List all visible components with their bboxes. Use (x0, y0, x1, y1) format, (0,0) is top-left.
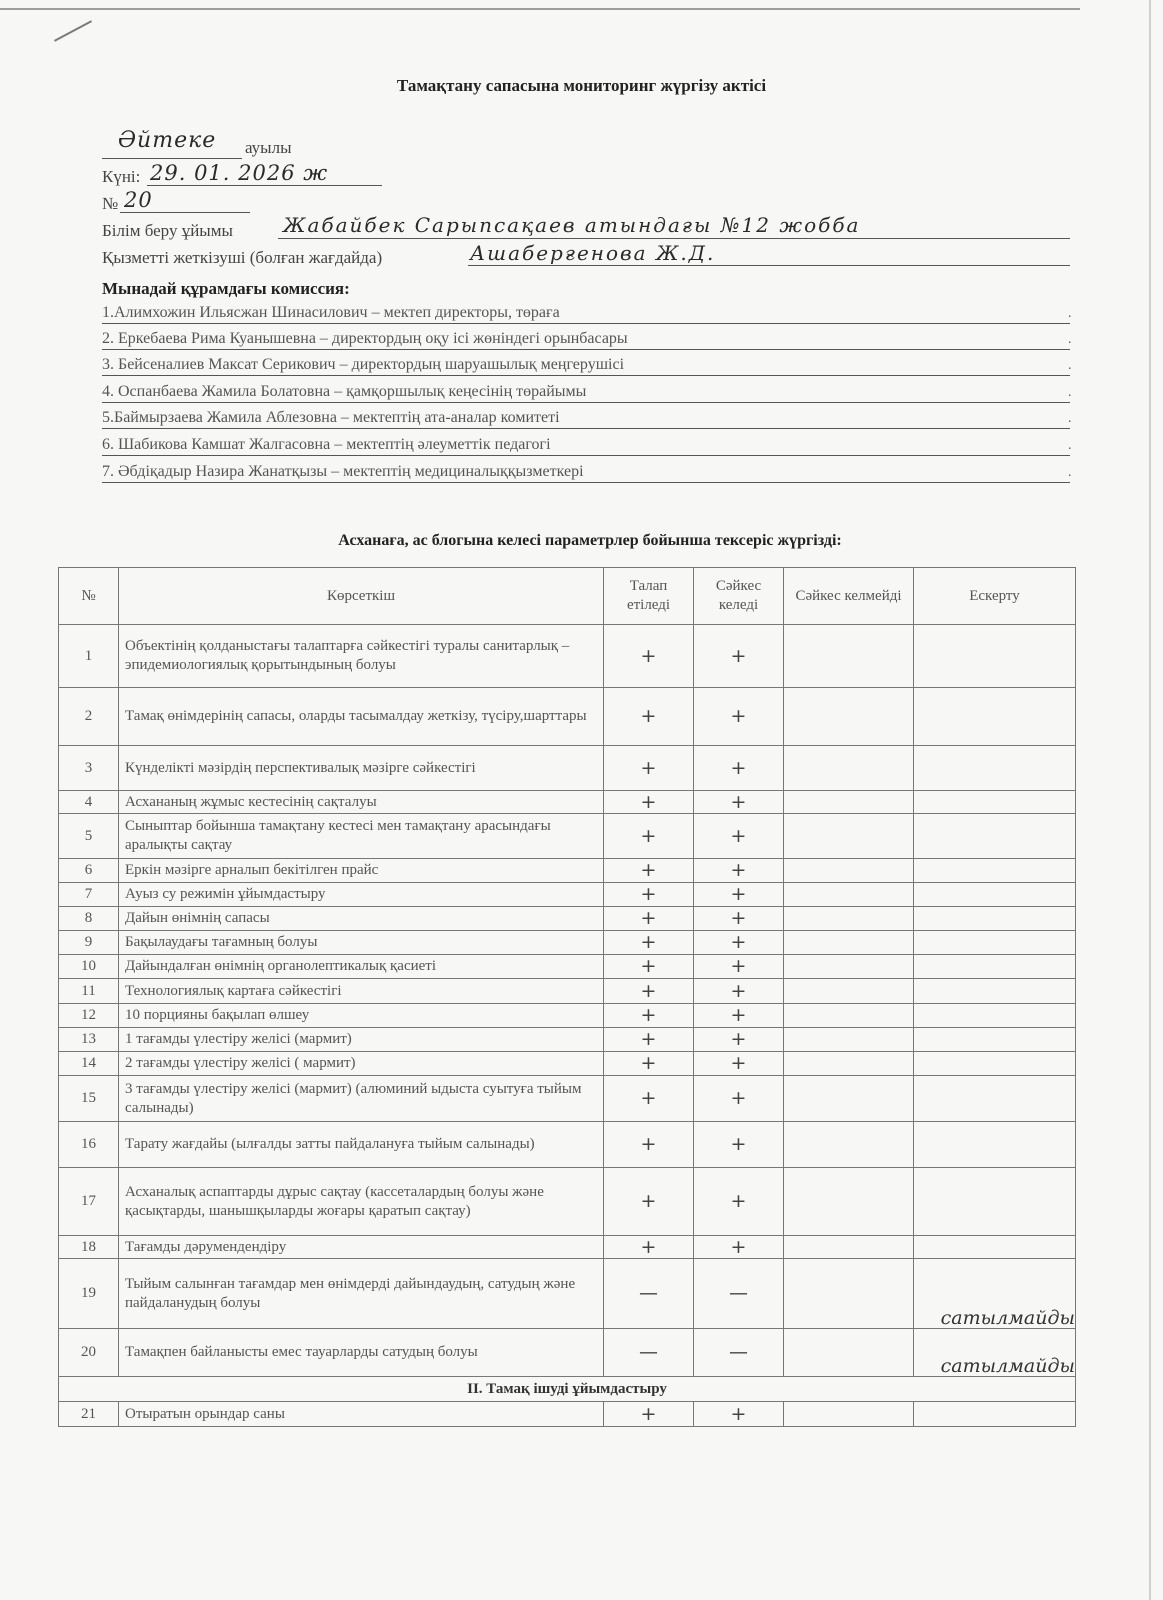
row-note (914, 688, 1076, 746)
row-compliant: + (694, 979, 784, 1004)
table-row (59, 955, 1076, 979)
row-compliant: + (694, 907, 784, 931)
row-note (914, 1236, 1076, 1259)
row-compliant: + (694, 814, 784, 859)
table-row (59, 1402, 1076, 1427)
row-noncompliant (784, 746, 914, 791)
row-num: 7 (59, 883, 119, 907)
village-label: ауылы (245, 138, 292, 157)
row-note (914, 746, 1076, 791)
row-noncompliant (784, 1402, 914, 1427)
commission-member: 3. Бейсеналиев Максат Серикович – директордың шаруашылық меңгерушісі (102, 356, 625, 373)
row-note (914, 955, 1076, 979)
row-num: 8 (59, 907, 119, 931)
row-noncompliant (784, 1122, 914, 1168)
row-note (914, 883, 1076, 907)
row-required: + (604, 1236, 694, 1259)
member-underline (102, 455, 1070, 456)
table-row (59, 746, 1076, 791)
row-indicator: Сыныптар бойынша тамақтану кестесі мен тамақтану арасындағы аралықты сақтау (119, 814, 604, 859)
col-header-compliant: Сәйкес келеді (694, 568, 784, 625)
row-indicator: Объектінің қолданыстағы талаптарға сәйкестігі туралы санитарлық – эпидемиологиялық қорытындының болуы (119, 625, 604, 688)
row-num: 15 (59, 1076, 119, 1122)
row-num: 2 (59, 688, 119, 746)
row-noncompliant (784, 791, 914, 814)
col-header-num: № (59, 568, 119, 625)
table-row (59, 791, 1076, 814)
row-required: + (604, 883, 694, 907)
date-underline (147, 185, 382, 186)
row-note: сатылмайды (914, 1259, 1076, 1329)
row-note (914, 814, 1076, 859)
org-underline (278, 238, 1070, 239)
row-noncompliant (784, 1168, 914, 1236)
row-required: + (604, 746, 694, 791)
col-header-indicator: Көрсеткіш (119, 568, 604, 625)
date-value: 29. 01. 2026 ж (150, 161, 329, 185)
row-num: 19 (59, 1259, 119, 1329)
table-header-row (59, 568, 1076, 625)
member-underline (102, 402, 1070, 403)
row-indicator: Тамақ өнімдерінің сапасы, оларды тасымалдау жеткізу, түсіру,шарттары (119, 688, 604, 746)
row-required: + (604, 1052, 694, 1076)
table-row (59, 979, 1076, 1004)
row-required: + (604, 1168, 694, 1236)
row-compliant: + (694, 931, 784, 955)
row-indicator: Тарату жағдайы (ылғалды затты пайдалануға тыйым салынады) (119, 1122, 604, 1168)
row-compliant: + (694, 1402, 784, 1427)
row-noncompliant (784, 1329, 914, 1377)
row-noncompliant (784, 688, 914, 746)
row-note (914, 859, 1076, 883)
commission-member: 6. Шабикова Камшат Жалгасовна – мектептің әлеуметтік педагогі (102, 436, 551, 453)
row-noncompliant (784, 1004, 914, 1028)
row-noncompliant (784, 1076, 914, 1122)
row-noncompliant (784, 1052, 914, 1076)
row-compliant: + (694, 883, 784, 907)
org-label: Білім беру ұйымы (102, 221, 233, 240)
row-note (914, 1052, 1076, 1076)
commission-member: 7. Әбдіқадыр Назира Жанатқызы – мектептің медициналыққызметкері (102, 463, 584, 480)
row-num: 9 (59, 931, 119, 955)
row-num: 6 (59, 859, 119, 883)
row-required: + (604, 931, 694, 955)
row-indicator: Асханалық аспаптарды дұрыс сақтау (кассеталардың болуы және қасықтарды, шанышқыларды жоғары қаратып сақтау) (119, 1168, 604, 1236)
row-num: 10 (59, 955, 119, 979)
row-compliant: + (694, 1168, 784, 1236)
row-indicator: Технологиялық картаға сәйкестігі (119, 979, 604, 1004)
row-required: + (604, 1122, 694, 1168)
row-required: — (604, 1329, 694, 1377)
section-row (59, 1377, 1076, 1402)
row-note (914, 1004, 1076, 1028)
row-required: + (604, 688, 694, 746)
row-indicator: 1 тағамды үлестіру желісі (мармит) (119, 1028, 604, 1052)
row-num: 21 (59, 1402, 119, 1427)
member-underline (102, 349, 1070, 350)
row-indicator: Асхананың жұмыс кестесінің сақталуы (119, 791, 604, 814)
row-num: 17 (59, 1168, 119, 1236)
commission-member: 2. Еркебаева Рима Куанышевна – директордың оқу ісі жөніндегі орынбасары (102, 330, 628, 347)
date-label: Күні: (102, 167, 141, 186)
table-row (59, 814, 1076, 859)
member-underline (102, 375, 1070, 376)
row-noncompliant (784, 955, 914, 979)
table-row (59, 1259, 1076, 1329)
row-indicator: Бақылаудағы тағамның болуы (119, 931, 604, 955)
row-indicator: 10 порцияны бақылап өлшеу (119, 1004, 604, 1028)
row-num: 5 (59, 814, 119, 859)
table-row (59, 1236, 1076, 1259)
row-indicator: Дайындалған өнімнің органолептикалық қасиеті (119, 955, 604, 979)
row-compliant: + (694, 1076, 784, 1122)
table-row (59, 1329, 1076, 1377)
row-note (914, 979, 1076, 1004)
row-note (914, 1122, 1076, 1168)
row-compliant: + (694, 1122, 784, 1168)
table-row (59, 1076, 1076, 1122)
row-noncompliant (784, 931, 914, 955)
row-note (914, 625, 1076, 688)
row-noncompliant (784, 1259, 914, 1329)
section-title: II. Тамақ ішуді ұйымдастыру (59, 1377, 1076, 1402)
row-required: — (604, 1259, 694, 1329)
row-required: + (604, 907, 694, 931)
table-row (59, 1052, 1076, 1076)
row-indicator: Отыратын орындар саны (119, 1402, 604, 1427)
row-num: 4 (59, 791, 119, 814)
row-compliant: + (694, 746, 784, 791)
row-compliant: + (694, 859, 784, 883)
row-compliant: + (694, 688, 784, 746)
row-compliant: + (694, 1028, 784, 1052)
table-row (59, 625, 1076, 688)
row-indicator: Ауыз су режимін ұйымдастыру (119, 883, 604, 907)
row-num: 1 (59, 625, 119, 688)
table-row (59, 1122, 1076, 1168)
row-indicator: Тағамды дәрумендендіру (119, 1236, 604, 1259)
member-underline (102, 323, 1070, 324)
row-indicator: 2 тағамды үлестіру желісі ( мармит) (119, 1052, 604, 1076)
table-row (59, 688, 1076, 746)
row-required: + (604, 1402, 694, 1427)
document-title: Тамақтану сапасына мониторинг жүргізу актісі (396, 76, 767, 95)
row-noncompliant (784, 625, 914, 688)
row-compliant: + (694, 955, 784, 979)
member-underline (102, 482, 1070, 483)
table-row (59, 1168, 1076, 1236)
row-required: + (604, 979, 694, 1004)
table-row (59, 859, 1076, 883)
row-noncompliant (784, 907, 914, 931)
row-compliant: + (694, 1236, 784, 1259)
row-note (914, 907, 1076, 931)
row-num: 20 (59, 1329, 119, 1377)
row-compliant: + (694, 1052, 784, 1076)
row-note (914, 1168, 1076, 1236)
number-label: № (102, 194, 119, 213)
row-required: + (604, 791, 694, 814)
row-compliant: + (694, 625, 784, 688)
row-note (914, 1076, 1076, 1122)
row-indicator: Тыйым салынған тағамдар мен өнімдерді дайындаудың, сатудың және пайдаланудың болуы (119, 1259, 604, 1329)
row-required: + (604, 625, 694, 688)
number-value: 20 (124, 188, 153, 212)
row-required: + (604, 1028, 694, 1052)
row-num: 12 (59, 1004, 119, 1028)
row-indicator: Күнделікті мәзірдің перспективалық мәзірге сәйкестігі (119, 746, 604, 791)
row-num: 13 (59, 1028, 119, 1052)
commission-member: 1.Алимхожин Ильясжан Шинасилович – мектеп директоры, төраға (102, 304, 560, 321)
col-header-required: Талап етіледі (604, 568, 694, 625)
scan-border-right (1149, 0, 1151, 1600)
table-title: Асханаға, ас блогына келесі параметрлер бойынша тексеріс жүргізді: (338, 532, 842, 549)
row-indicator: Еркін мәзірге арналып бекітілген прайс (119, 859, 604, 883)
row-noncompliant (784, 1236, 914, 1259)
row-note (914, 931, 1076, 955)
row-required: + (604, 1076, 694, 1122)
commission-member: 5.Баймырзаева Жамила Аблезовна – мектептің ата-аналар комитеті (102, 409, 560, 426)
pen-stroke-mark (54, 20, 92, 41)
org-value: Жабайбек Сарыпсақаев атындағы №12 жобба (283, 213, 861, 237)
member-underline (102, 428, 1070, 429)
table-row (59, 907, 1076, 931)
col-header-note: Ескерту (914, 568, 1076, 625)
row-compliant: — (694, 1259, 784, 1329)
supplier-label: Қызметті жеткізуші (болған жағдайда) (102, 248, 383, 267)
row-indicator: 3 тағамды үлестіру желісі (мармит) (алюминий ыдыста суытуға тыйым салынады) (119, 1076, 604, 1122)
table-row (59, 1028, 1076, 1052)
row-note (914, 1402, 1076, 1427)
row-required: + (604, 859, 694, 883)
row-num: 14 (59, 1052, 119, 1076)
col-header-noncompliant: Сәйкес келмейді (784, 568, 914, 625)
row-num: 18 (59, 1236, 119, 1259)
row-indicator: Тамақпен байланысты емес тауарларды сатудың болуы (119, 1329, 604, 1377)
row-noncompliant (784, 1028, 914, 1052)
row-compliant: — (694, 1329, 784, 1377)
row-note (914, 1028, 1076, 1052)
row-noncompliant (784, 859, 914, 883)
row-noncompliant (784, 814, 914, 859)
row-noncompliant (784, 883, 914, 907)
row-compliant: + (694, 791, 784, 814)
supplier-value: Ашаберғенова Ж.Д. (470, 241, 716, 265)
row-required: + (604, 814, 694, 859)
row-note (914, 791, 1076, 814)
table-row (59, 931, 1076, 955)
row-num: 3 (59, 746, 119, 791)
number-underline (120, 212, 250, 213)
supplier-underline (468, 265, 1070, 266)
table-row (59, 883, 1076, 907)
row-required: + (604, 955, 694, 979)
village-value: Әйтеке (118, 128, 217, 153)
row-note: сатылмайды (914, 1329, 1076, 1377)
row-num: 16 (59, 1122, 119, 1168)
commission-member: 4. Оспанбаева Жамила Болатовна – қамқоршылық кеңесінің төрайымы (102, 383, 587, 400)
table-row (59, 1004, 1076, 1028)
inspection-table (58, 567, 1076, 1427)
village-underline (102, 158, 242, 159)
commission-title: Мынадай құрамдағы комиссия: (102, 279, 350, 298)
row-num: 11 (59, 979, 119, 1004)
row-required: + (604, 1004, 694, 1028)
row-noncompliant (784, 979, 914, 1004)
row-indicator: Дайын өнімнің сапасы (119, 907, 604, 931)
row-compliant: + (694, 1004, 784, 1028)
scan-border-top (0, 8, 1080, 10)
